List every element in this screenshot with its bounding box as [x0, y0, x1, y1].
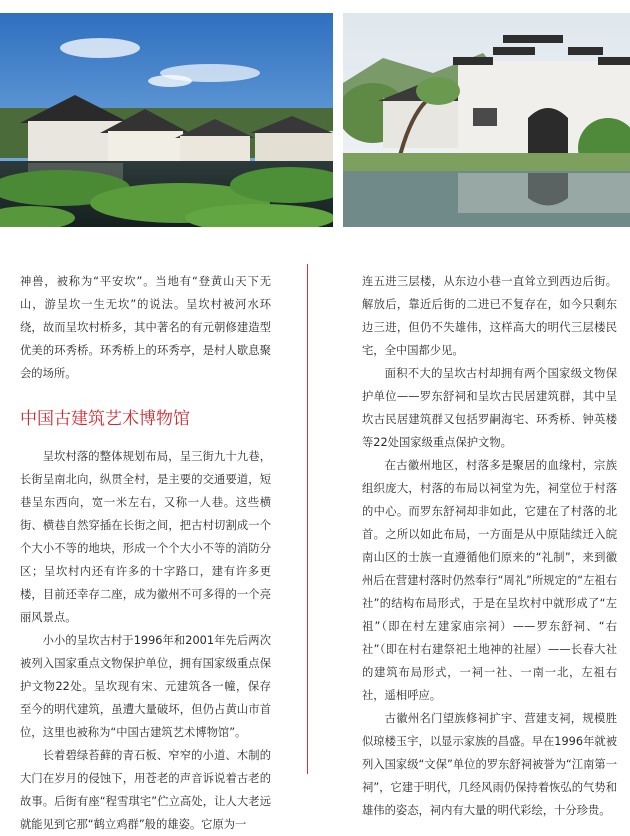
- column-divider: [307, 264, 308, 774]
- huizhou-building-photo: [343, 13, 630, 227]
- right-paragraph-2: 在古徽州地区，村落多是聚居的血缘村，宗族组织庞大，村落的布局以祠堂为先，祠堂位于村落的中心。而罗东舒祠却非如此，它建在了村落的北首。之所以如此布局，一方面是从中原陆续迁入皖南山区的士族一直遵循他们原来的“礼制”，来到徽州后在营建村落时仍然奉行“周礼”所规定的“左祖右社”的结构布局形式，于是在呈坎村中就形成了“左祖”（即在村左建家庙宗祠）——罗东舒祠、“右社”（即在村右建祭祀土地神的社屋）——长春大社的建筑布局形式，一祠一社、一南一北，左祖右社，遥相呼应。: [362, 459, 617, 702]
- section-heading: 中国古建筑艺术博物馆: [20, 409, 190, 429]
- right-paragraph-continued: 连五进三层楼，从东边小巷一直耸立到西边后街。解放后，靠近后街的二进已不复存在，如今只剩东边三进，但仍不失雄伟，这样高大的明代三层楼民宅，全中国都少见。: [362, 275, 617, 357]
- village-lake-illustration: [0, 13, 333, 227]
- left-paragraph-1: 呈坎村落的整体规划布局，呈三街九十九巷，长街呈南北向，纵贯全村，是主要的交通要道，短巷呈东西向，宽一米左右，又称一人巷。这些横街、横巷自然穿插在长街之间，把古村切割成一个个大小不等的地块，形成一个个大小不等的消防分区；呈坎村内还有许多的十字路口，建有许多更楼，目前还幸存二座，成为徽州不可多得的一个亮丽风景点。: [20, 450, 271, 624]
- left-paragraph-2: 小小的呈坎古村于1996年和2001年先后两次被列入国家重点文物保护单位，拥有国家级重点保护文物22处。呈坎现有宋、元建筑各一幢，保存至今的明代建筑，虽遭大量破坏，但仍占黄山市首位，这里也被称为“中国古建筑艺术博物馆”。: [20, 634, 271, 739]
- village-lake-photo: [0, 13, 333, 227]
- left-paragraph-3: 长着碧绿苔藓的青石板、窄窄的小道、木制的大门在岁月的侵蚀下，用苍老的声音诉说着古老的故事。后街有座“程雪琪宅”伫立高处，让人大老远就能见到它那“鹤立鸡群”般的雄姿。它原为一: [20, 749, 271, 831]
- right-paragraph-1: 面积不大的呈坎古村却拥有两个国家级文物保护单位——罗东舒祠和呈坎古民居建筑群，其中呈坎古民居建筑群又包括罗嗣海宅、环秀桥、钟英楼等22处国家级重点保护文物。: [362, 367, 617, 449]
- left-column: [20, 270, 271, 836]
- right-paragraph-3: 古徽州名门望族修祠扩宇、营建支祠，规模胜似琼楼玉宇，以显示家族的昌盛。早在1996年就被列入国家级“文保”单位的罗东舒祠被誉为“江南第一祠”，它建于明代，几经风雨仍保持着恢弘的气势和雄伟的姿态，祠内有大量的明代彩绘，十分珍贵。: [362, 712, 617, 817]
- right-column: [362, 270, 617, 822]
- huizhou-building-illustration: [343, 13, 630, 227]
- left-paragraph-continued: 神兽，被称为“平安坎”。当地有“登黄山天下无山，游呈坎一生无坎”的说法。呈坎村被河水环绕，故而呈坎村桥多，其中著名的有元朝修建造型优美的环秀桥。环秀桥上的环秀亭，是村人歇息聚会的场所。: [20, 275, 271, 380]
